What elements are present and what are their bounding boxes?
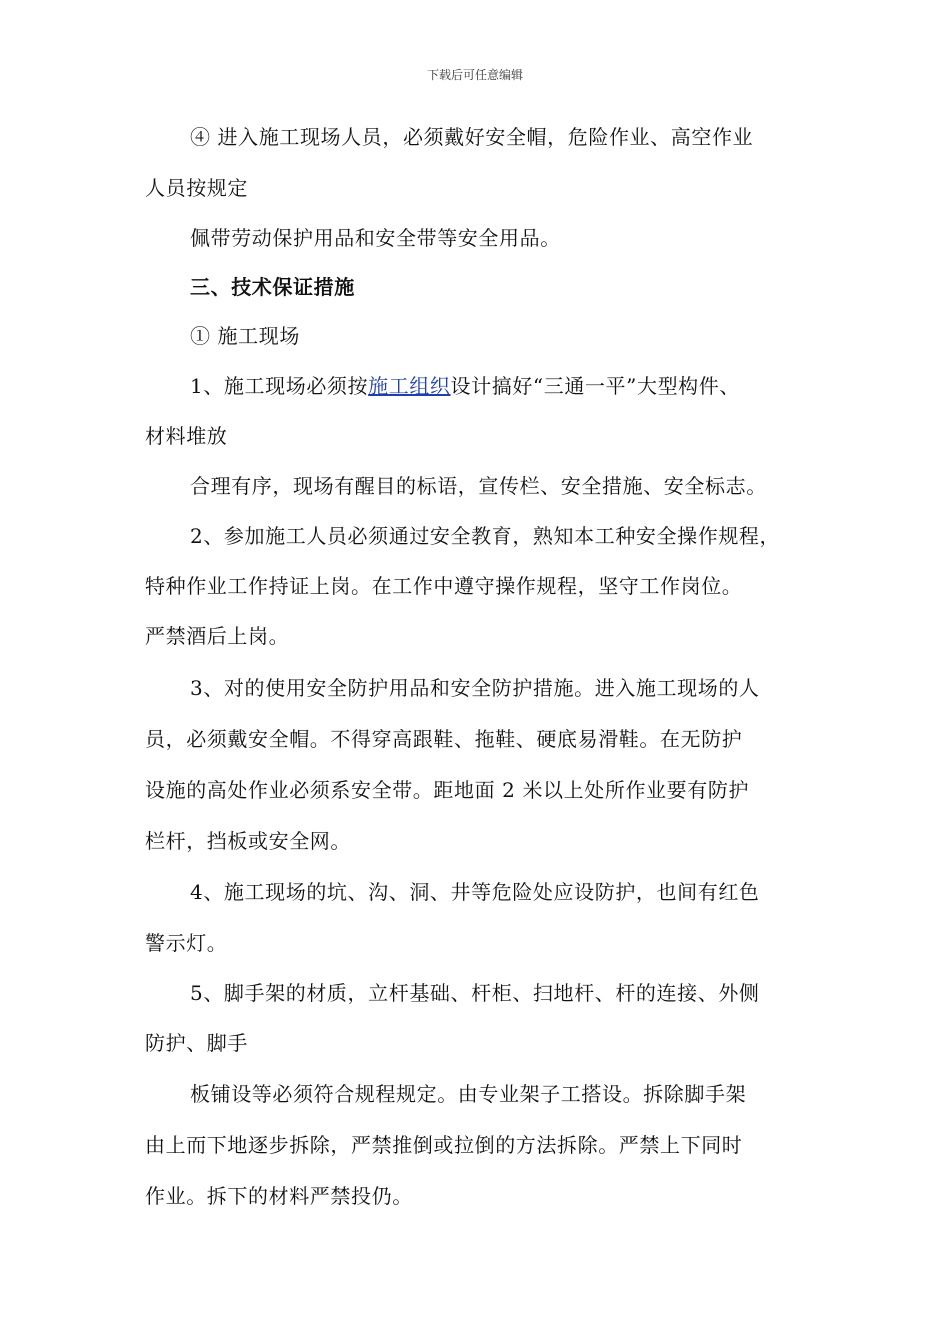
paragraph-line: 警示灯。 [145,931,228,955]
paragraph-line: 2、参加施工人员必须通过安全教育，熟知本工种安全操作规程， [190,524,781,548]
paragraph-line: 3、对的使用安全防护用品和安全防护措施。进入施工现场的人 [190,676,760,700]
paragraph-text: 1、施工现场必须按 [190,374,369,398]
paragraph-line: 佩带劳动保护用品和安全带等安全用品。 [190,226,561,250]
paragraph-line: 合理有序，现场有醒目的标语，宣传栏、安全措施、安全标志。 [190,474,767,498]
paragraph-line: 员，必须戴安全帽。不得穿高跟鞋、拖鞋、硬底易滑鞋。在无防护 [145,727,743,751]
paragraph-line: 5、脚手架的材质，立杆基础、杆柜、扫地杆、杆的连接、外侧 [190,981,760,1005]
construction-organization-link[interactable]: 施工组织 [368,374,451,398]
paragraph-line: 严禁酒后上岗。 [145,624,290,648]
paragraph-line: 由上而下地逐步拆除，严禁推倒或拉倒的方法拆除。严禁上下同时 [145,1133,743,1157]
paragraph-line: 板铺设等必须符合规程规定。由专业架子工搭设。拆除脚手架 [190,1082,747,1106]
paragraph-line: 作业。拆下的材料严禁投仍。 [145,1184,413,1208]
paragraph-text: 设计搞好“三通一平”大型构件、 [450,374,740,398]
paragraph-line: 设施的高处作业必须系安全带。距地面 2 米以上处所作业要有防护 [145,778,750,802]
paragraph-line: 人员按规定 [145,176,248,200]
section-heading: 三、技术保证措施 [190,275,355,299]
paragraph-line-with-link [190,372,740,400]
page-header: 下载后可任意编辑 [426,68,523,82]
paragraph-line: 特种作业工作持证上岗。在工作中遵守操作规程，坚守工作岗位。 [145,574,743,598]
paragraph-line: 4、施工现场的坑、沟、洞、井等危险处应设防护，也间有红色 [190,880,760,904]
subsection-title: ① 施工现场 [190,324,300,348]
paragraph-line: 防护、脚手 [145,1031,248,1055]
paragraph-line: ④ 进入施工现场人员，必须戴好安全帽，危险作业、高空作业 [190,125,754,149]
paragraph-line: 栏杆，挡板或安全网。 [145,829,351,853]
paragraph-line: 材料堆放 [145,424,228,448]
